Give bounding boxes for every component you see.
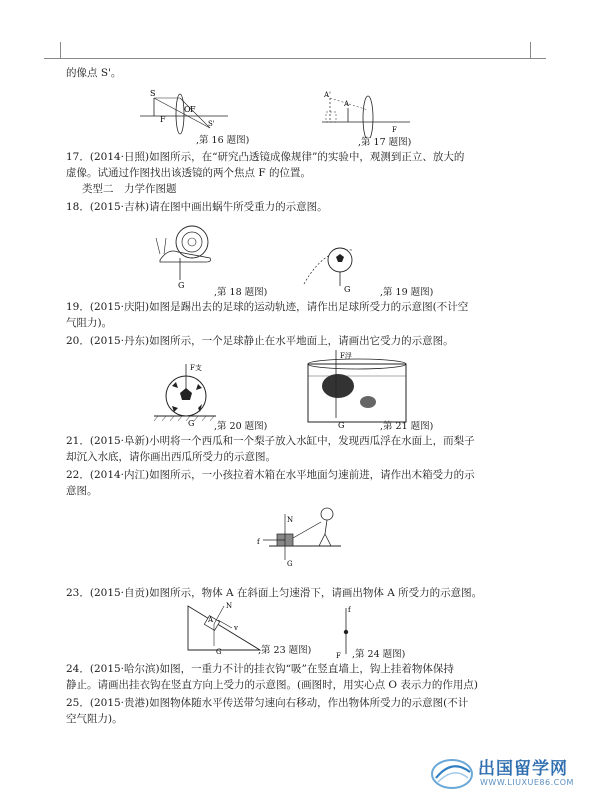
caption-17: ,第 17 题图): [358, 137, 412, 148]
text-line: 静止。请画出挂衣钩在竖直方向上受力的示意图。(画图时，用实心点 O 表示力的作用点): [66, 679, 478, 691]
crop-mark: [44, 58, 60, 59]
crop-mark: [60, 42, 61, 58]
text-line: 意图。: [66, 485, 98, 497]
caption-21: ,第 21 题图): [380, 421, 434, 432]
text-line: 19．(2015·庆阳)如图是踢出去的足球的运动轨迹，请作出足球所受力的示意图(不计空: [66, 301, 469, 313]
header-rule: [60, 58, 530, 59]
text-line: 空气阻力)。: [66, 713, 123, 725]
figure-19-football: [300, 238, 380, 296]
caption-24: ,第 24 题图): [352, 649, 406, 660]
label-Ap: A': [324, 91, 331, 99]
text-line: 22．(2014·内江)如图所示，一小孩拉着木箱在水平地面匀速前进，请作出木箱受力的示: [66, 469, 475, 481]
label-F: F: [190, 105, 196, 114]
text-line: 24．(2015·哈尔滨)如图，一重力不计的挂衣钩“吸”在竖直墙上，钩上挂着物体保持: [66, 663, 454, 675]
label-G: G: [188, 419, 195, 428]
label-f: f: [257, 538, 260, 546]
label-A: A: [208, 616, 214, 624]
label-Ffu: F浮: [340, 352, 352, 360]
label-f: f: [348, 606, 351, 614]
label-S: S: [150, 89, 156, 98]
caption-18: ,第 18 题图): [214, 287, 268, 298]
caption-16: ,第 16 题图): [196, 135, 250, 146]
text-line: 21．(2015·阜新)小明将一个西瓜和一个梨子放入水缸中，发现西瓜浮在水面上，而梨子: [66, 435, 475, 447]
label-v: v: [234, 624, 238, 632]
label-N: N: [226, 602, 233, 610]
crop-mark: [530, 42, 531, 58]
label-F: F: [392, 126, 397, 134]
text-line: 23．(2015·自贡)如图所示，物体 A 在斜面上匀速滑下，请画出物体 A 所受力的示意图。: [66, 587, 483, 599]
label-A: A: [344, 100, 350, 108]
label-G: G: [338, 421, 345, 430]
text-line: 的像点 S'。: [66, 67, 122, 79]
caption-20: ,第 20 题图): [214, 421, 268, 432]
figure-17-lens: [322, 90, 412, 138]
text-line: 却沉入水底，请你画出西瓜所受力的示意图。: [66, 451, 276, 463]
figure-18-snail: [150, 218, 220, 288]
figure-22-child-box: [255, 500, 345, 570]
label-Sp: S': [208, 120, 215, 128]
watermark-logo: [428, 752, 588, 796]
text-line: 气阻力)。: [66, 317, 113, 329]
label-F: F: [160, 115, 166, 124]
label-G: G: [216, 648, 222, 656]
label-N: N: [287, 516, 294, 524]
label-O: O: [184, 105, 191, 114]
text-line: 18．(2015·吉林)请在图中画出蜗牛所受重力的示意图。: [66, 201, 328, 213]
figure-16-lens: [140, 86, 230, 136]
label-F: F: [336, 652, 341, 660]
label-G: G: [344, 285, 351, 294]
logo-text: 出国留学网: [478, 759, 568, 779]
text-line: 20．(2015·丹东)如图所示，一个足球静止在水平地面上，请画出它受力的示意图。: [66, 335, 454, 347]
section-title: 类型二 力学作图题: [82, 183, 177, 195]
label-FN: F支: [190, 364, 202, 372]
caption-23: ,第 23 题图): [258, 645, 312, 656]
text-line: 17．(2014·日照)如图所示，在“研究凸透镜成像规律”的实验中，观测到正立、放大的: [66, 151, 465, 163]
logo-url: WWW.LIUXUE86.COM: [480, 778, 574, 787]
label-G: G: [178, 281, 185, 288]
figure-23-incline: [184, 600, 264, 656]
crop-mark: [530, 58, 546, 59]
caption-19: ,第 19 题图): [380, 287, 434, 298]
text-line: 虚像。试通过作图找出该透镜的两个焦点 F 的位置。: [66, 167, 311, 179]
label-G: G: [287, 560, 293, 568]
text-line: 25．(2015·贵港)如图物体随水平传送带匀速向右移动，作出物体所受力的示意图(不计: [66, 697, 469, 709]
figure-20-ball: [150, 358, 220, 428]
